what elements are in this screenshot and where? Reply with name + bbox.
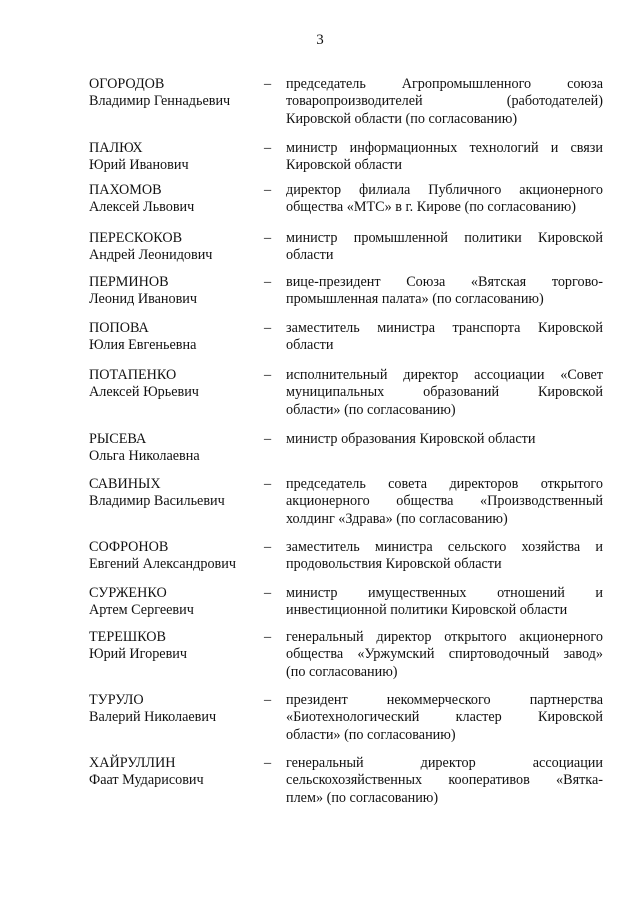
member-entry: [0, 585, 640, 625]
dash-separator: –: [264, 755, 272, 771]
member-surname: РЫСЕВА: [89, 431, 147, 447]
dash-separator: –: [264, 692, 272, 708]
member-entry: [0, 320, 640, 360]
member-given-names: Юрий Игоревич: [89, 646, 188, 663]
member-given-names: Леонид Иванович: [89, 291, 198, 308]
position-line: акционерного общества «Производственный: [286, 493, 603, 510]
member-given-names: Владимир Геннадьевич: [89, 93, 231, 110]
member-surname: ТУРУЛО: [89, 692, 144, 708]
position-line: министр информационных технологий и связи: [286, 140, 603, 156]
member-entry: [0, 539, 640, 579]
member-entry: [0, 76, 640, 132]
member-given-names: Артем Сергеевич: [89, 602, 194, 619]
position-line: директор филиала Публичного акционерного: [286, 182, 603, 198]
member-given-names: Валерий Николаевич: [89, 709, 217, 726]
position-line: общества «МТС» в г. Кирове (по согласованию): [286, 199, 577, 216]
member-name: [89, 367, 259, 402]
member-given-names: Андрей Леонидович: [89, 247, 213, 264]
member-given-names: Алексей Юрьевич: [89, 384, 199, 401]
position-line: области: [286, 337, 334, 354]
position-line: президент некоммерческого партнерства: [286, 692, 603, 708]
member-position: [286, 692, 603, 744]
member-position: [286, 76, 603, 128]
position-line: области: [286, 247, 334, 264]
member-entry: [0, 692, 640, 748]
member-name: [89, 274, 259, 309]
member-entry: [0, 230, 640, 270]
position-line: плем» (по согласованию): [286, 789, 439, 806]
dash-separator: –: [264, 182, 272, 198]
position-line: промышленная палата» (по согласованию): [286, 291, 544, 308]
member-entry: [0, 367, 640, 423]
member-given-names: Фаат Мударисович: [89, 772, 204, 789]
position-line: исполнительный директор ассоциации «Совет: [286, 367, 603, 383]
member-entry: [0, 755, 640, 811]
member-surname: ОГОРОДОВ: [89, 76, 165, 92]
position-line: «Биотехнологический кластер Кировской: [286, 709, 603, 726]
member-entry: [0, 140, 640, 180]
dash-separator: –: [264, 140, 272, 156]
position-line: заместитель министра сельского хозяйства и: [286, 539, 603, 555]
member-position: [286, 140, 603, 175]
dash-separator: –: [264, 274, 272, 290]
member-position: [286, 539, 603, 574]
position-line: министр образования Кировской области: [286, 431, 536, 447]
member-position: [286, 629, 603, 681]
member-entry: [0, 431, 640, 471]
dash-separator: –: [264, 629, 272, 645]
member-surname: ПОПОВА: [89, 320, 149, 336]
member-position: [286, 182, 603, 217]
member-surname: ТЕРЕШКОВ: [89, 629, 167, 645]
member-given-names: Алексей Львович: [89, 199, 195, 216]
member-surname: ПЕРЕСКОКОВ: [89, 230, 183, 246]
position-line: товаропроизводителей (работодателей): [286, 93, 603, 110]
member-name: [89, 539, 259, 574]
dash-separator: –: [264, 431, 272, 447]
position-line: области» (по согласованию): [286, 726, 456, 743]
position-line: продовольствия Кировской области: [286, 556, 502, 573]
position-line: заместитель министра транспорта Кировской: [286, 320, 603, 336]
dash-separator: –: [264, 320, 272, 336]
dash-separator: –: [264, 585, 272, 601]
member-given-names: Владимир Васильевич: [89, 493, 225, 510]
member-position: [286, 367, 603, 419]
member-surname: ПАХОМОВ: [89, 182, 162, 198]
position-line: вице-президент Союза «Вятская торгово-: [286, 274, 603, 290]
member-given-names: Юлия Евгеньевна: [89, 337, 197, 354]
member-name: [89, 585, 259, 620]
position-line: Кировской области: [286, 157, 402, 174]
member-name: [89, 320, 259, 355]
member-surname: СОФРОНОВ: [89, 539, 169, 555]
position-line: генеральный директор ассоциации: [286, 755, 603, 771]
member-entry: [0, 629, 640, 685]
member-entry: [0, 274, 640, 314]
member-surname: СУРЖЕНКО: [89, 585, 167, 601]
member-position: [286, 476, 603, 528]
member-position: [286, 230, 603, 265]
dash-separator: –: [264, 230, 272, 246]
member-name: [89, 755, 259, 790]
member-surname: ПАЛЮХ: [89, 140, 143, 156]
member-name: [89, 230, 259, 265]
position-line: (по согласованию): [286, 663, 398, 680]
dash-separator: –: [264, 539, 272, 555]
position-line: генеральный директор открытого акционерного: [286, 629, 603, 645]
member-position: [286, 585, 603, 620]
member-position: [286, 755, 603, 807]
member-position: [286, 320, 603, 355]
member-name: [89, 140, 259, 175]
dash-separator: –: [264, 476, 272, 492]
member-given-names: Евгений Александрович: [89, 556, 236, 573]
member-surname: ХАЙРУЛЛИН: [89, 755, 176, 771]
member-surname: ПОТАПЕНКО: [89, 367, 177, 383]
position-line: председатель Агропромышленного союза: [286, 76, 603, 92]
member-given-names: Юрий Иванович: [89, 157, 189, 174]
member-name: [89, 476, 259, 511]
position-line: муниципальных образований Кировской: [286, 384, 603, 401]
member-entry: [0, 182, 640, 222]
dash-separator: –: [264, 76, 272, 92]
dash-separator: –: [264, 367, 272, 383]
member-surname: САВИНЫХ: [89, 476, 161, 492]
member-position: [286, 431, 603, 448]
position-line: холдинг «Здрава» (по согласованию): [286, 510, 508, 527]
member-given-names: Ольга Николаевна: [89, 448, 200, 465]
member-entry: [0, 476, 640, 532]
position-line: инвестиционной политики Кировской области: [286, 602, 568, 619]
position-line: председатель совета директоров открытого: [286, 476, 603, 492]
position-line: министр промышленной политики Кировской: [286, 230, 603, 246]
member-surname: ПЕРМИНОВ: [89, 274, 169, 290]
page-number: 3: [316, 32, 324, 48]
position-line: области» (по согласованию): [286, 401, 456, 418]
member-name: [89, 182, 259, 217]
position-line: Кировской области (по согласованию): [286, 110, 518, 127]
position-line: сельскохозяйственных кооперативов «Вятка-: [286, 772, 603, 789]
member-name: [89, 76, 259, 111]
position-line: общества «Уржумский спиртоводочный завод»: [286, 646, 603, 663]
member-name: [89, 629, 259, 664]
member-name: [89, 431, 259, 466]
member-position: [286, 274, 603, 309]
member-name: [89, 692, 259, 727]
position-line: министр имущественных отношений и: [286, 585, 603, 601]
